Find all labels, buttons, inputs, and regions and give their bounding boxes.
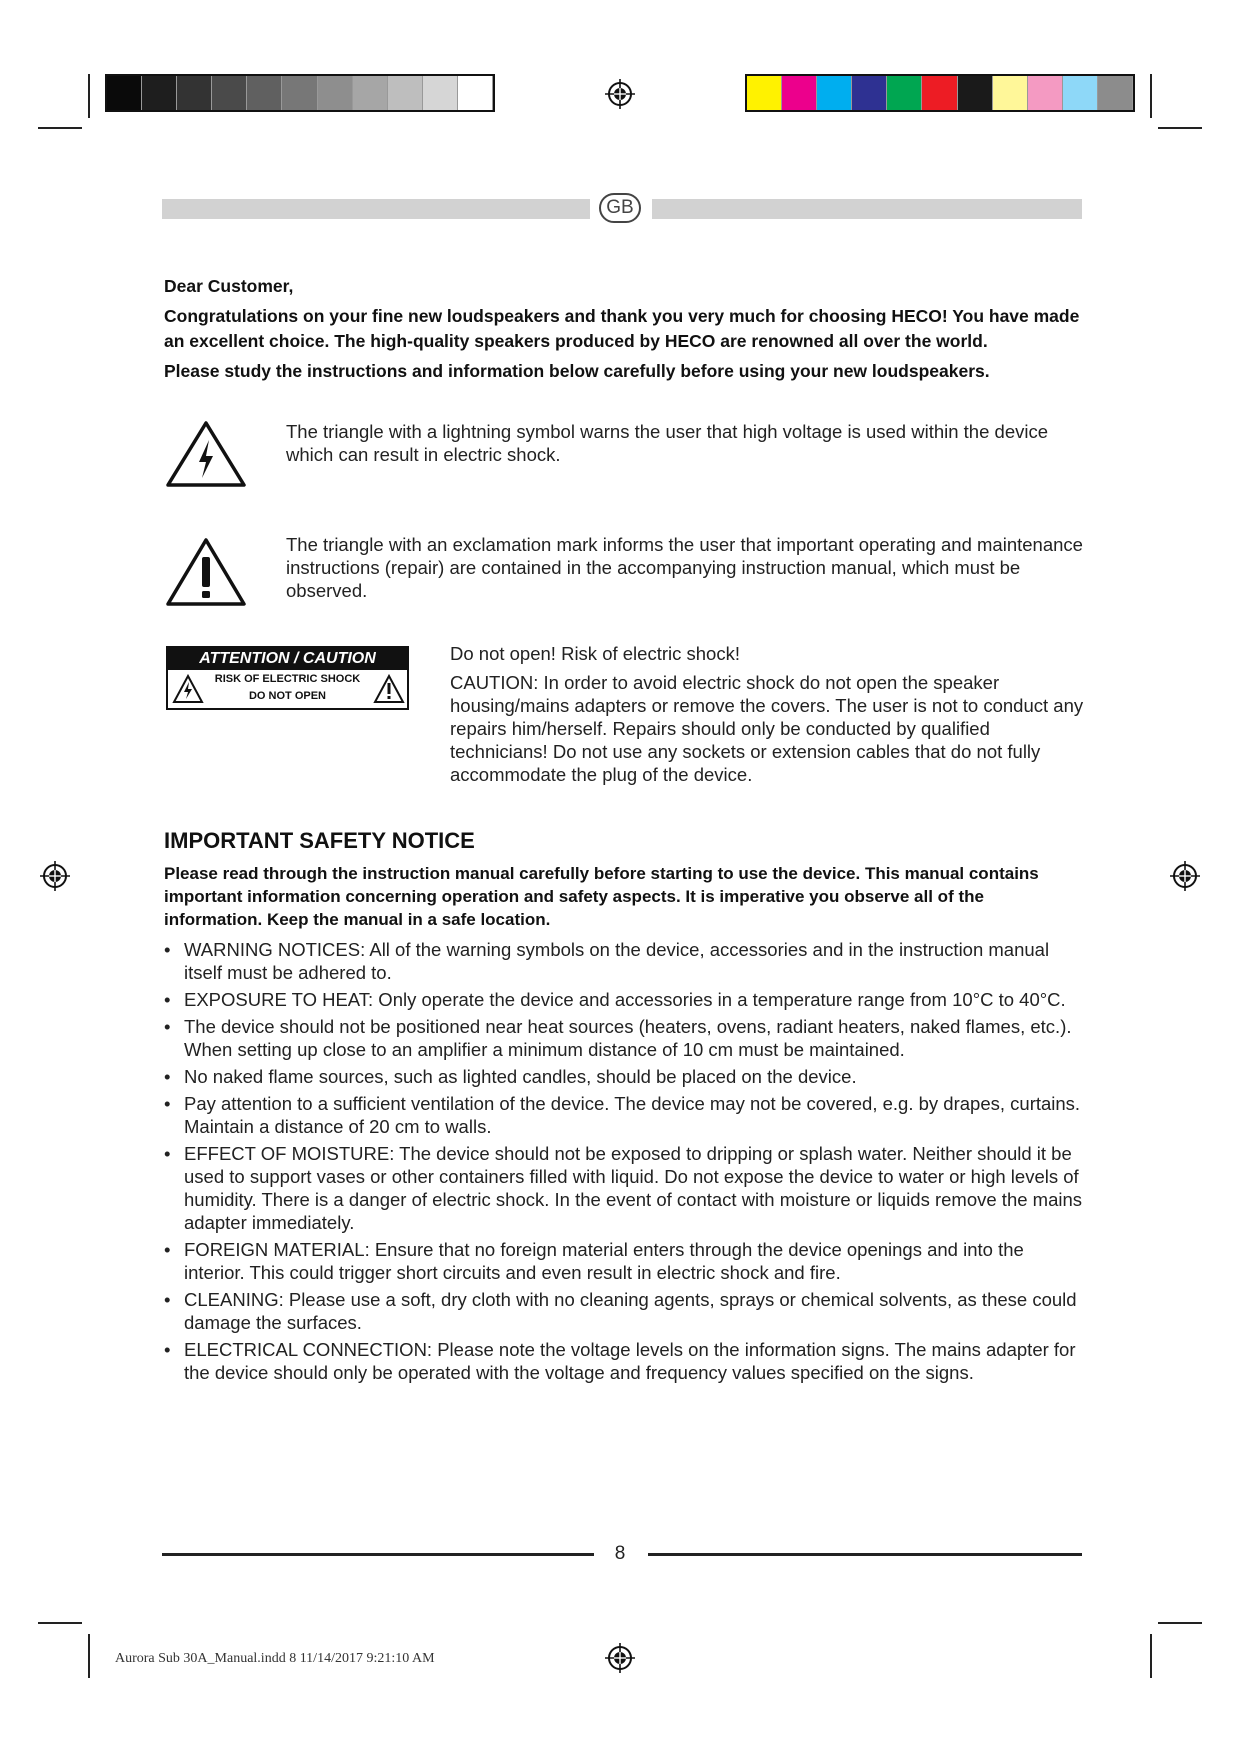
color-swatch	[1028, 76, 1063, 110]
crop-mark	[1158, 127, 1202, 129]
color-swatch	[993, 76, 1028, 110]
caution-line1: Do not open! Risk of electric shock!	[450, 643, 740, 664]
footer-rule-left	[162, 1553, 594, 1556]
process-color-bar	[745, 74, 1135, 112]
header-bar-left	[162, 199, 590, 219]
list-item: • EXPOSURE TO HEAT: Only operate the device and accessories in a temperature range from 10°C to 40°C.	[164, 989, 1066, 1010]
crop-mark	[88, 74, 90, 118]
crop-mark	[1150, 1634, 1152, 1678]
color-swatch	[747, 76, 782, 110]
color-swatch	[817, 76, 852, 110]
lightning-warning-icon	[165, 420, 247, 488]
congratulations-text: Congratulations on your fine new loudspeakers and thank you very much for choosing HECO! You have made an excellent choice. The high-quality speakers produced by HECO are renowned all over the world.	[164, 306, 1080, 351]
color-swatch	[318, 76, 353, 110]
color-swatch	[887, 76, 922, 110]
color-swatch	[1098, 76, 1133, 110]
language-badge: GB	[599, 193, 641, 223]
color-swatch	[247, 76, 282, 110]
caution-label-line2: DO NOT OPEN	[248, 690, 326, 702]
page-number: 8	[614, 1543, 626, 1564]
registration-mark-icon	[605, 79, 635, 109]
greeting: Dear Customer,	[164, 276, 294, 296]
color-swatch	[212, 76, 247, 110]
crop-mark	[1158, 1622, 1202, 1624]
color-swatch	[458, 76, 493, 110]
color-swatch	[852, 76, 887, 110]
header-bar-right	[652, 199, 1082, 219]
study-instructions-text: Please study the instructions and information below carefully before using your new loudspeakers.	[164, 361, 990, 381]
grayscale-color-bar	[105, 74, 495, 112]
color-swatch	[782, 76, 817, 110]
exclamation-warning-text: The triangle with an exclamation mark informs the user that important operating and maintenance instructions (repair) are contained in the accompanying instruction manual, which must be observed.	[286, 534, 1083, 601]
caution-label-title: ATTENTION / CAUTION	[168, 648, 407, 670]
file-slug: Aurora Sub 30A_Manual.indd 8 11/14/2017 9:21:10 AM	[115, 1651, 435, 1666]
crop-mark	[1150, 74, 1152, 118]
safety-notice-title: IMPORTANT SAFETY NOTICE	[164, 828, 475, 853]
list-item: • The device should not be positioned near heat sources (heaters, ovens, radiant heaters, naked flames, etc.). When setting up close to an amplifier a minimum distance of 10 cm must be maintained.	[164, 1016, 1072, 1060]
list-item: • ELECTRICAL CONNECTION: Please note the voltage levels on the information signs. The mains adapter for the device should only be operated with the voltage and frequency values specified on the signs.	[164, 1339, 1076, 1383]
list-item: • EFFECT OF MOISTURE: The device should not be exposed to dripping or splash water. Neither should it be used to support vases or other containers filled with liquid. Do not expose the device to water or high levels of humidity. There is a danger of electric shock. In the event of contact with moisture or liquids remove the mains adapter immediately.	[164, 1143, 1083, 1233]
safety-notice-intro: Please read through the instruction manual carefully before starting to use the device. This manual contains important information concerning operation and safety aspects. It is imperative you observe all of the information. Keep the manual in a safe location.	[164, 864, 1039, 929]
caution-line2: CAUTION: In order to avoid electric shock do not open the speaker housing/mains adapters or remove the covers. The user is not to conduct any repairs him/herself. Repairs should only be conducted by qualified technicians! Do not use any sockets or extension cables that do not fully accommodate the plug of the device.	[450, 672, 1084, 785]
list-item: • WARNING NOTICES: All of the warning symbols on the device, accessories and in the instruction manual itself must be adhered to.	[164, 939, 1050, 983]
color-swatch	[142, 76, 177, 110]
registration-mark-icon	[605, 1643, 635, 1673]
color-swatch	[177, 76, 212, 110]
color-swatch	[922, 76, 957, 110]
lightning-warning-text: The triangle with a lightning symbol warns the user that high voltage is used within the device which can result in electric shock.	[286, 421, 1049, 465]
crop-mark	[38, 127, 82, 129]
list-item: • FOREIGN MATERIAL: Ensure that no foreign material enters through the device openings and into the interior. This could trigger short circuits and even result in electric shock and fire.	[164, 1239, 1024, 1283]
exclamation-warning-icon	[165, 537, 247, 607]
color-swatch	[353, 76, 388, 110]
caution-label	[166, 646, 409, 710]
footer-rule-right	[648, 1553, 1082, 1556]
color-swatch	[388, 76, 423, 110]
crop-mark	[88, 1634, 90, 1678]
list-item: • No naked flame sources, such as lighted candles, should be placed on the device.	[164, 1066, 857, 1087]
list-item: • Pay attention to a sufficient ventilation of the device. The device may not be covered, e.g. by drapes, curtains. Maintain a distance of 20 cm to walls.	[164, 1093, 1081, 1137]
color-swatch	[282, 76, 317, 110]
color-swatch	[423, 76, 458, 110]
caution-label-line1: RISK OF ELECTRIC SHOCK	[214, 673, 361, 685]
color-swatch	[958, 76, 993, 110]
color-swatch	[1063, 76, 1098, 110]
lightning-warning-icon	[172, 674, 204, 704]
safety-list	[164, 938, 1084, 1388]
crop-mark	[38, 1622, 82, 1624]
exclamation-warning-icon	[373, 674, 405, 704]
color-swatch	[107, 76, 142, 110]
list-item: • CLEANING: Please use a soft, dry cloth with no cleaning agents, sprays or chemical solvents, as these could damage the surfaces.	[164, 1289, 1077, 1333]
registration-mark-icon	[1170, 861, 1200, 891]
registration-mark-icon	[40, 861, 70, 891]
